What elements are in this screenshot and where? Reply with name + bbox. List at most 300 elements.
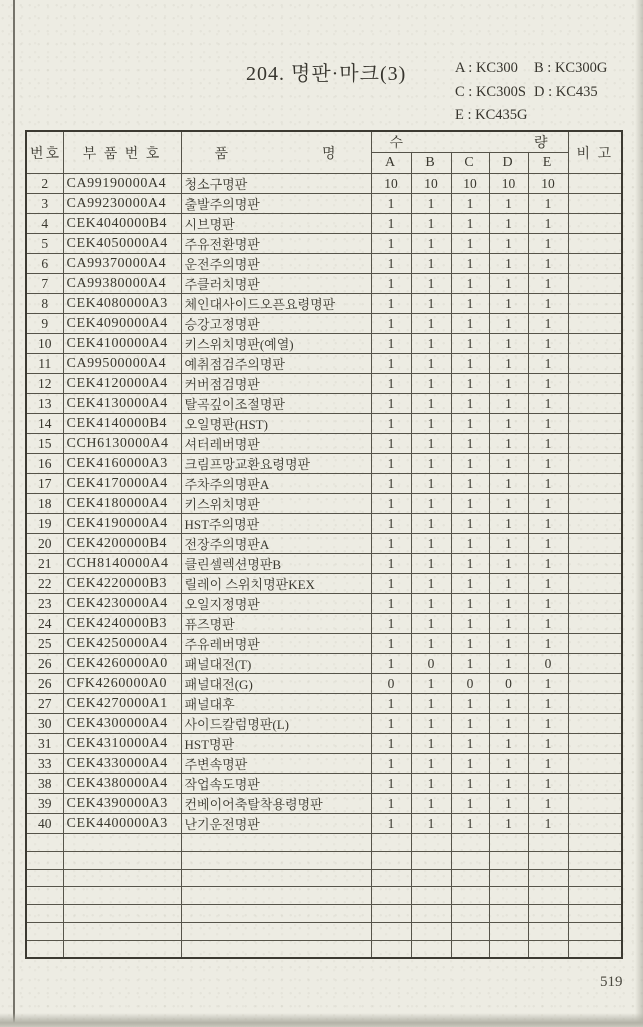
qty-c: 1 <box>451 774 489 794</box>
qty-a: 1 <box>371 294 411 314</box>
qty-e: 1 <box>528 694 568 714</box>
qty-d: 1 <box>489 714 528 734</box>
remark <box>568 234 622 254</box>
row-number: 22 <box>26 574 63 594</box>
remark <box>568 887 622 905</box>
qty-b: 1 <box>411 774 451 794</box>
qty-c: 1 <box>451 794 489 814</box>
qty-c: 1 <box>451 534 489 554</box>
legend-item: D : KC435 <box>534 83 598 100</box>
table-row <box>26 794 622 814</box>
qty-d: 1 <box>489 634 528 654</box>
table-row <box>26 594 622 614</box>
table-row <box>26 654 622 674</box>
qty-c: 1 <box>451 294 489 314</box>
row-number: 25 <box>26 634 63 654</box>
page-edge-shadow-right <box>635 0 643 1027</box>
qty-e: 1 <box>528 234 568 254</box>
table-row <box>26 674 622 694</box>
header-model-d: D <box>489 153 528 174</box>
qty-a: 1 <box>371 234 411 254</box>
row-number: 31 <box>26 734 63 754</box>
qty-b: 0 <box>411 654 451 674</box>
qty-b: 1 <box>411 434 451 454</box>
row-number <box>26 851 63 869</box>
table-row <box>26 614 622 634</box>
part-number <box>63 940 181 958</box>
qty-b: 1 <box>411 454 451 474</box>
table-row <box>26 354 622 374</box>
qty-d <box>489 887 528 905</box>
row-number: 14 <box>26 414 63 434</box>
part-number: CEK4040000B4 <box>63 214 181 234</box>
qty-b: 1 <box>411 574 451 594</box>
qty-b: 10 <box>411 174 451 194</box>
qty-b <box>411 922 451 940</box>
qty-a: 1 <box>371 714 411 734</box>
qty-e <box>528 940 568 958</box>
table-row <box>26 394 622 414</box>
qty-b: 1 <box>411 294 451 314</box>
qty-b: 1 <box>411 754 451 774</box>
empty-table-row <box>26 869 622 887</box>
qty-e: 1 <box>528 434 568 454</box>
part-name: HST명판 <box>181 734 371 754</box>
remark <box>568 905 622 923</box>
qty-a: 1 <box>371 414 411 434</box>
qty-e: 1 <box>528 554 568 574</box>
qty-a: 1 <box>371 354 411 374</box>
table-row <box>26 494 622 514</box>
header-model-b: B <box>411 153 451 174</box>
table-row <box>26 694 622 714</box>
row-number: 38 <box>26 774 63 794</box>
part-number: CEK4300000A4 <box>63 714 181 734</box>
legend-item: E : KC435G <box>455 107 528 123</box>
qty-c: 0 <box>451 674 489 694</box>
remark <box>568 614 622 634</box>
table-row <box>26 774 622 794</box>
remark <box>568 314 622 334</box>
qty-a <box>371 834 411 852</box>
remark <box>568 674 622 694</box>
qty-c: 1 <box>451 594 489 614</box>
row-number: 13 <box>26 394 63 414</box>
qty-e: 1 <box>528 814 568 834</box>
qty-b <box>411 905 451 923</box>
qty-d: 1 <box>489 334 528 354</box>
qty-b: 1 <box>411 474 451 494</box>
qty-d: 1 <box>489 554 528 574</box>
legend-item: C : KC300S <box>455 83 526 100</box>
qty-d: 1 <box>489 794 528 814</box>
part-name: 체인대사이드오픈요령명판 <box>181 294 371 314</box>
qty-c: 1 <box>451 414 489 434</box>
qty-b: 1 <box>411 314 451 334</box>
qty-e: 1 <box>528 354 568 374</box>
qty-a: 0 <box>371 674 411 694</box>
qty-c: 1 <box>451 734 489 754</box>
remark <box>568 554 622 574</box>
part-name <box>181 887 371 905</box>
table-row <box>26 814 622 834</box>
qty-c: 1 <box>451 374 489 394</box>
part-number: CEK4090000A4 <box>63 314 181 334</box>
part-name: 오일지정명판 <box>181 594 371 614</box>
qty-e: 1 <box>528 314 568 334</box>
empty-table-row <box>26 940 622 958</box>
qty-d: 1 <box>489 214 528 234</box>
table-row <box>26 214 622 234</box>
part-number: CA99500000A4 <box>63 354 181 374</box>
qty-d: 1 <box>489 474 528 494</box>
qty-a: 10 <box>371 174 411 194</box>
header-model-c: C <box>451 153 489 174</box>
qty-c <box>451 851 489 869</box>
table-row <box>26 454 622 474</box>
part-name: 청소구명판 <box>181 174 371 194</box>
table-row <box>26 314 622 334</box>
remark <box>568 374 622 394</box>
part-name: 주유레버명판 <box>181 634 371 654</box>
part-name: 난기운전명판 <box>181 814 371 834</box>
remark <box>568 774 622 794</box>
row-number: 26 <box>26 674 63 694</box>
qty-d: 1 <box>489 574 528 594</box>
part-number: CEK4330000A4 <box>63 754 181 774</box>
part-name: 주클러치명판 <box>181 274 371 294</box>
row-number: 33 <box>26 754 63 774</box>
empty-table-row <box>26 887 622 905</box>
qty-c: 1 <box>451 334 489 354</box>
qty-a: 1 <box>371 794 411 814</box>
qty-d: 1 <box>489 434 528 454</box>
qty-d: 1 <box>489 734 528 754</box>
part-number: CEK4220000B3 <box>63 574 181 594</box>
part-number: CEK4100000A4 <box>63 334 181 354</box>
qty-e: 10 <box>528 174 568 194</box>
qty-e: 1 <box>528 594 568 614</box>
qty-b <box>411 834 451 852</box>
row-number: 12 <box>26 374 63 394</box>
table-row <box>26 734 622 754</box>
row-number: 18 <box>26 494 63 514</box>
part-number: CA99230000A4 <box>63 194 181 214</box>
part-name <box>181 922 371 940</box>
qty-e: 0 <box>528 654 568 674</box>
part-number: CEK4140000B4 <box>63 414 181 434</box>
table-row <box>26 514 622 534</box>
table-row <box>26 574 622 594</box>
qty-d <box>489 922 528 940</box>
qty-b: 1 <box>411 234 451 254</box>
remark <box>568 714 622 734</box>
row-number: 39 <box>26 794 63 814</box>
qty-b: 1 <box>411 794 451 814</box>
qty-d: 1 <box>489 374 528 394</box>
qty-b: 1 <box>411 394 451 414</box>
part-number: CCH6130000A4 <box>63 434 181 454</box>
qty-d: 1 <box>489 534 528 554</box>
qty-b <box>411 887 451 905</box>
qty-d: 10 <box>489 174 528 194</box>
qty-b: 1 <box>411 734 451 754</box>
part-name: 클린셀렉션명판B <box>181 554 371 574</box>
part-name: 출발주의명판 <box>181 194 371 214</box>
header-remarks: 비 고 <box>568 131 622 174</box>
legend-item: A : KC300 <box>455 60 518 76</box>
remark <box>568 594 622 614</box>
qty-d: 1 <box>489 234 528 254</box>
part-number: CEK4120000A4 <box>63 374 181 394</box>
remark <box>568 734 622 754</box>
qty-e: 1 <box>528 374 568 394</box>
qty-a: 1 <box>371 634 411 654</box>
qty-d: 1 <box>489 514 528 534</box>
qty-b <box>411 851 451 869</box>
empty-table-row <box>26 834 622 852</box>
part-name: 오일명판(HST) <box>181 414 371 434</box>
qty-a: 1 <box>371 614 411 634</box>
page-edge-shadow-bottom <box>0 1013 643 1027</box>
qty-a: 1 <box>371 754 411 774</box>
empty-table-row <box>26 922 622 940</box>
table-row <box>26 234 622 254</box>
qty-a: 1 <box>371 494 411 514</box>
remark <box>568 274 622 294</box>
qty-c <box>451 905 489 923</box>
part-name: 승강고정명판 <box>181 314 371 334</box>
qty-c: 1 <box>451 614 489 634</box>
qty-c <box>451 922 489 940</box>
qty-a <box>371 940 411 958</box>
remark <box>568 754 622 774</box>
part-number: CEK4390000A3 <box>63 794 181 814</box>
row-number <box>26 905 63 923</box>
remark <box>568 654 622 674</box>
qty-b: 1 <box>411 374 451 394</box>
parts-table-body <box>26 174 622 959</box>
row-number <box>26 922 63 940</box>
qty-c <box>451 834 489 852</box>
remark <box>568 794 622 814</box>
qty-c <box>451 869 489 887</box>
table-row <box>26 294 622 314</box>
remark <box>568 214 622 234</box>
part-number: CEK4380000A4 <box>63 774 181 794</box>
qty-c: 1 <box>451 434 489 454</box>
part-name: 작업속도명판 <box>181 774 371 794</box>
qty-b: 1 <box>411 274 451 294</box>
qty-e <box>528 922 568 940</box>
header-quantity-left: 수 <box>389 136 406 151</box>
part-number: CEK4080000A3 <box>63 294 181 314</box>
qty-c: 1 <box>451 554 489 574</box>
qty-c: 1 <box>451 274 489 294</box>
part-name: 주차주의명판A <box>181 474 371 494</box>
qty-a: 1 <box>371 454 411 474</box>
qty-e: 1 <box>528 774 568 794</box>
qty-c: 1 <box>451 454 489 474</box>
row-number: 19 <box>26 514 63 534</box>
table-row <box>26 714 622 734</box>
qty-e: 1 <box>528 514 568 534</box>
qty-c: 1 <box>451 394 489 414</box>
row-number: 15 <box>26 434 63 454</box>
part-name: 운전주의명판 <box>181 254 371 274</box>
remark <box>568 851 622 869</box>
qty-a: 1 <box>371 514 411 534</box>
remark <box>568 254 622 274</box>
qty-e: 1 <box>528 634 568 654</box>
remark <box>568 940 622 958</box>
table-row <box>26 194 622 214</box>
part-name: 패널대후 <box>181 694 371 714</box>
part-name: 키스위치명판 <box>181 494 371 514</box>
qty-a <box>371 869 411 887</box>
qty-c: 1 <box>451 354 489 374</box>
row-number: 20 <box>26 534 63 554</box>
qty-b: 1 <box>411 254 451 274</box>
remark <box>568 814 622 834</box>
qty-e: 1 <box>528 274 568 294</box>
qty-b: 1 <box>411 554 451 574</box>
parts-table <box>25 130 623 959</box>
qty-a: 1 <box>371 774 411 794</box>
part-number: CEK4310000A4 <box>63 734 181 754</box>
empty-table-row <box>26 905 622 923</box>
qty-d <box>489 940 528 958</box>
qty-d: 1 <box>489 274 528 294</box>
remark <box>568 334 622 354</box>
row-number: 9 <box>26 314 63 334</box>
part-name: 패널대전(T) <box>181 654 371 674</box>
part-number <box>63 905 181 923</box>
qty-d: 1 <box>489 414 528 434</box>
table-row <box>26 174 622 194</box>
qty-d: 1 <box>489 694 528 714</box>
qty-c: 1 <box>451 574 489 594</box>
qty-c: 1 <box>451 754 489 774</box>
part-name <box>181 940 371 958</box>
qty-a <box>371 922 411 940</box>
qty-d: 1 <box>489 394 528 414</box>
part-name <box>181 834 371 852</box>
qty-c: 1 <box>451 474 489 494</box>
qty-c: 1 <box>451 314 489 334</box>
part-number <box>63 834 181 852</box>
part-number: CEK4240000B3 <box>63 614 181 634</box>
qty-b: 1 <box>411 614 451 634</box>
qty-e: 1 <box>528 214 568 234</box>
qty-e <box>528 851 568 869</box>
qty-e: 1 <box>528 194 568 214</box>
part-number: CA99370000A4 <box>63 254 181 274</box>
qty-e: 1 <box>528 454 568 474</box>
model-legend <box>455 58 607 127</box>
part-number <box>63 869 181 887</box>
binding-spine-line <box>13 0 15 1027</box>
legend-item: B : KC300G <box>534 60 608 76</box>
row-number: 30 <box>26 714 63 734</box>
row-number <box>26 834 63 852</box>
remark <box>568 574 622 594</box>
part-number: CEK4250000A4 <box>63 634 181 654</box>
part-name <box>181 851 371 869</box>
row-number: 3 <box>26 194 63 214</box>
qty-e: 1 <box>528 714 568 734</box>
part-name: 셔터레버명판 <box>181 434 371 454</box>
remark <box>568 634 622 654</box>
row-number: 2 <box>26 174 63 194</box>
table-row <box>26 534 622 554</box>
remark <box>568 834 622 852</box>
qty-e: 1 <box>528 414 568 434</box>
part-number: CFK4260000A0 <box>63 674 181 694</box>
table-row <box>26 374 622 394</box>
qty-a: 1 <box>371 254 411 274</box>
row-number: 8 <box>26 294 63 314</box>
qty-e: 1 <box>528 534 568 554</box>
part-number <box>63 851 181 869</box>
qty-d: 1 <box>489 654 528 674</box>
qty-a: 1 <box>371 274 411 294</box>
qty-c: 1 <box>451 214 489 234</box>
row-number: 26 <box>26 654 63 674</box>
remark <box>568 494 622 514</box>
part-name: 주유전환명판 <box>181 234 371 254</box>
qty-b: 1 <box>411 414 451 434</box>
qty-d: 0 <box>489 674 528 694</box>
row-number: 6 <box>26 254 63 274</box>
row-number: 40 <box>26 814 63 834</box>
remark <box>568 294 622 314</box>
table-row <box>26 254 622 274</box>
header-model-e: E <box>528 153 568 174</box>
qty-e <box>528 905 568 923</box>
remark <box>568 354 622 374</box>
part-name: 크림프망교환요령명판 <box>181 454 371 474</box>
qty-d: 1 <box>489 594 528 614</box>
part-name: 릴레이 스위치명판KEX <box>181 574 371 594</box>
row-number: 24 <box>26 614 63 634</box>
part-number: CEK4400000A3 <box>63 814 181 834</box>
qty-d <box>489 851 528 869</box>
qty-e <box>528 887 568 905</box>
qty-d: 1 <box>489 494 528 514</box>
qty-c: 1 <box>451 234 489 254</box>
qty-d: 1 <box>489 774 528 794</box>
remark <box>568 194 622 214</box>
row-number: 5 <box>26 234 63 254</box>
qty-e: 1 <box>528 474 568 494</box>
table-row <box>26 414 622 434</box>
table-header <box>26 131 622 174</box>
table-row <box>26 334 622 354</box>
part-number: CEK4130000A4 <box>63 394 181 414</box>
part-number <box>63 887 181 905</box>
remark <box>568 514 622 534</box>
qty-a: 1 <box>371 694 411 714</box>
qty-d <box>489 834 528 852</box>
qty-c: 1 <box>451 634 489 654</box>
part-name: 탈곡깊이조절명판 <box>181 394 371 414</box>
part-number: CEK4200000B4 <box>63 534 181 554</box>
qty-b: 1 <box>411 334 451 354</box>
qty-a: 1 <box>371 554 411 574</box>
qty-b: 1 <box>411 194 451 214</box>
part-name: HST주의명판 <box>181 514 371 534</box>
